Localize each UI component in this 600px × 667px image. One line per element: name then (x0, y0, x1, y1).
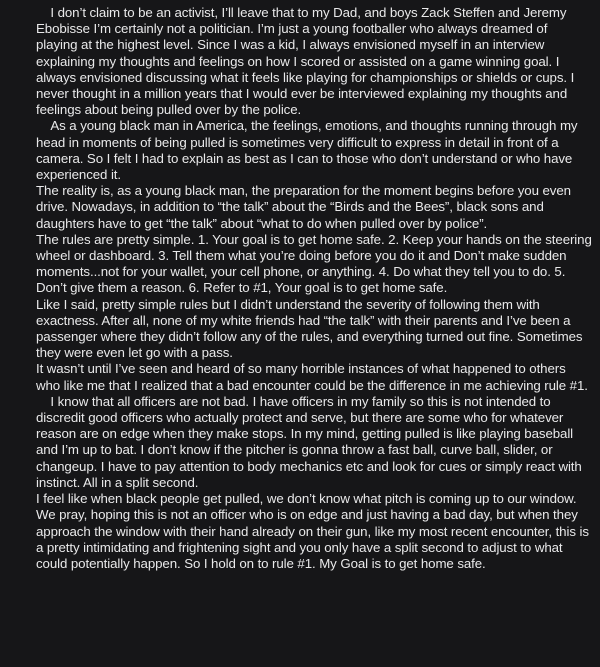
paragraph-simple-rules: Like I said, pretty simple rules but I didn’t understand the severity of following them with exactness. After all, none of my white friends had “the talk” with their parents and I’ve been a passenger where they didn’t follow any of the rules, and everything turned out fine. Sometimes they were even let go with a pass. (36, 296, 587, 361)
paragraph-intro: I don’t claim to be an activist, I’ll leave that to my Dad, and boys Zack Steffen and Jeremy Ebobisse I’m certainly not a politician. I’m just a young footballer who always dreamed of playing at the highest level. Since I was a kid, I always envisioned myself in an interview explaining my thoughts and feelings on how I scored or assisted on a game winning goal. I always envisioned discussing what it feels like playing for championships or shields or cups. I never thought in a million years that I would ever be interviewed explaining my thoughts and feelings about being pulled over by the police. (36, 5, 578, 118)
paragraph-officers: I know that all officers are not bad. I have officers in my family so this is not intended to discredit good officers who actually protect and serve, but there are some who for whatever reason are on edge when they make stops. In my mind, getting pulled is like playing baseball and I’m up to bat. I don’t know if the pitcher is gonna throw a fast ball, curve ball, slider, or changeup. I have to pay attention to body mechanics etc and look for cues or simply react with instinct. All in a split second. (36, 393, 586, 490)
document-body (36, 5, 596, 572)
paragraph-pitch: I feel like when black people get pulled, we don’t know what pitch is coming up to our window. We pray, hoping this is not an officer who is on edge and just having a bad day, but when they approach the window with their hand already on their gun, like my most recent encounter, this is a pretty intimidating and frightening sight and you only have a split second to adjust to what could potentially happen. So I hold on to rule #1. My Goal is to get home safe. (36, 491, 593, 571)
paragraph-the-talk: The reality is, as a young black man, the preparation for the moment begins before you even drive. Nowadays, in addition to “the talk” about the “Birds and the Bees”, black sons and daughters have to get “the talk” about “what to do when pulled over by police”. (36, 183, 575, 231)
paragraph-young-black-man: As a young black man in America, the feelings, emotions, and thoughts running through my head in moments of being pulled is sometimes very difficult to express in detail in front of a camera. So I felt I had to explain as best as I can to those who don’t understand or who have experienced it. (36, 118, 582, 183)
paragraph-rules: The rules are pretty simple. 1. Your goal is to get home safe. 2. Keep your hands on the steering wheel or dashboard. 3. Tell them what you’re doing before you do it and Don’t make sudden moments...not for your wallet, your cell phone, or anything. 4. Do what they tell you to do. 5. Don’t give them a reason. 6. Refer to #1, Your goal is to get home safe. (36, 231, 596, 296)
paragraph-realization: It wasn’t until I’ve seen and heard of so many horrible instances of what happened to others who like me that I realized that a bad encounter could be the difference in me achieving rule #1. (36, 361, 588, 393)
